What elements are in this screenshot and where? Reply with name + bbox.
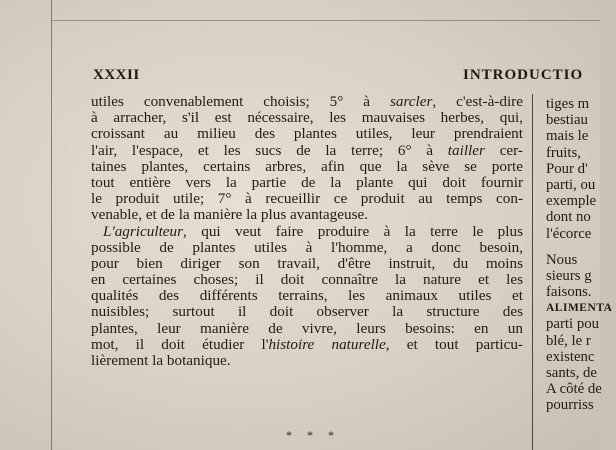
main-text-column <box>91 94 523 369</box>
text-line: nuisibles; surtout il doit observer la structure des <box>91 303 523 321</box>
side-text-line: exemple <box>546 193 597 210</box>
page-number: XXXII <box>93 67 140 83</box>
side-text-line: tiges m <box>546 96 590 112</box>
side-text-line: ALIMENTA <box>546 302 613 315</box>
side-text-line: dont no <box>546 209 591 226</box>
text-line: taines plantes, certains arbres, afin que la sève se porte <box>91 157 523 175</box>
text-line: pour bien diriger son travail, d'être instruit, du moins <box>91 254 523 272</box>
top-frame-rule <box>51 20 600 21</box>
side-text-line: Nous <box>546 251 578 268</box>
side-text-line: sieurs g <box>546 267 592 284</box>
text-line: possible de plantes utiles à l'homme, a donc besoin, <box>91 238 523 256</box>
side-text-line: A côté de <box>546 381 602 398</box>
side-text-line: pourriss <box>546 397 594 414</box>
running-head <box>93 67 600 87</box>
text-line: plantes, leur manière de vivre, leurs besoins: en un <box>91 319 523 337</box>
text-line: le produit utile; 7° à recueillir ce produit au temps con- <box>91 190 523 208</box>
text-line: l'air, l'espace, et les sucs de la terre; 6° à tailler cer- <box>91 141 523 159</box>
text-line: utiles convenablement choisis; 5° à sarcler, c'est-à-dire <box>91 93 523 110</box>
text-line: à arracher, s'il est nécessaire, les mauvaises herbes, qui, <box>91 109 523 127</box>
section-title: INTRODUCTIO <box>463 67 584 83</box>
side-text-line: existenc <box>546 348 595 365</box>
text-line: tout entière vers la partie de la plante qui doit fournir <box>91 173 523 191</box>
side-text-line <box>546 242 616 252</box>
side-text-line: Pour d' <box>546 160 588 177</box>
text-line: mot, il doit étudier l'histoire naturelle, et tout particu- <box>91 335 523 353</box>
side-text-line: fruits, <box>546 144 581 161</box>
text-line: venable, et de la manière la plus avantageuse. <box>91 206 369 224</box>
text-line: croissant au milieu des plantes utiles, leur prendraient <box>91 125 523 143</box>
side-text-line: blé, le r <box>546 332 591 349</box>
text-line: lièrement la botanique. <box>91 352 231 369</box>
side-text-column <box>546 96 616 414</box>
side-text-line: bestiau <box>546 112 588 129</box>
text-line: qualités des différents terrains, les animaux utiles et <box>91 287 523 305</box>
page-edge-rule <box>51 0 52 450</box>
side-text-line: faisons. <box>546 284 592 301</box>
text-line: en certaines choses; il doit connaître la nature et les <box>91 271 523 289</box>
ornament-asterisks: * * * <box>286 428 340 442</box>
side-text-line: parti pou <box>546 316 600 333</box>
text-line: L'agriculteur, qui veut faire produire à la terre le plus <box>103 222 523 240</box>
side-text-line: mais le <box>546 128 589 145</box>
column-divider <box>532 94 533 450</box>
side-text-line: parti, ou <box>546 176 596 193</box>
side-text-line: l'écorce <box>546 225 592 242</box>
side-text-line: sants, de <box>546 365 597 381</box>
